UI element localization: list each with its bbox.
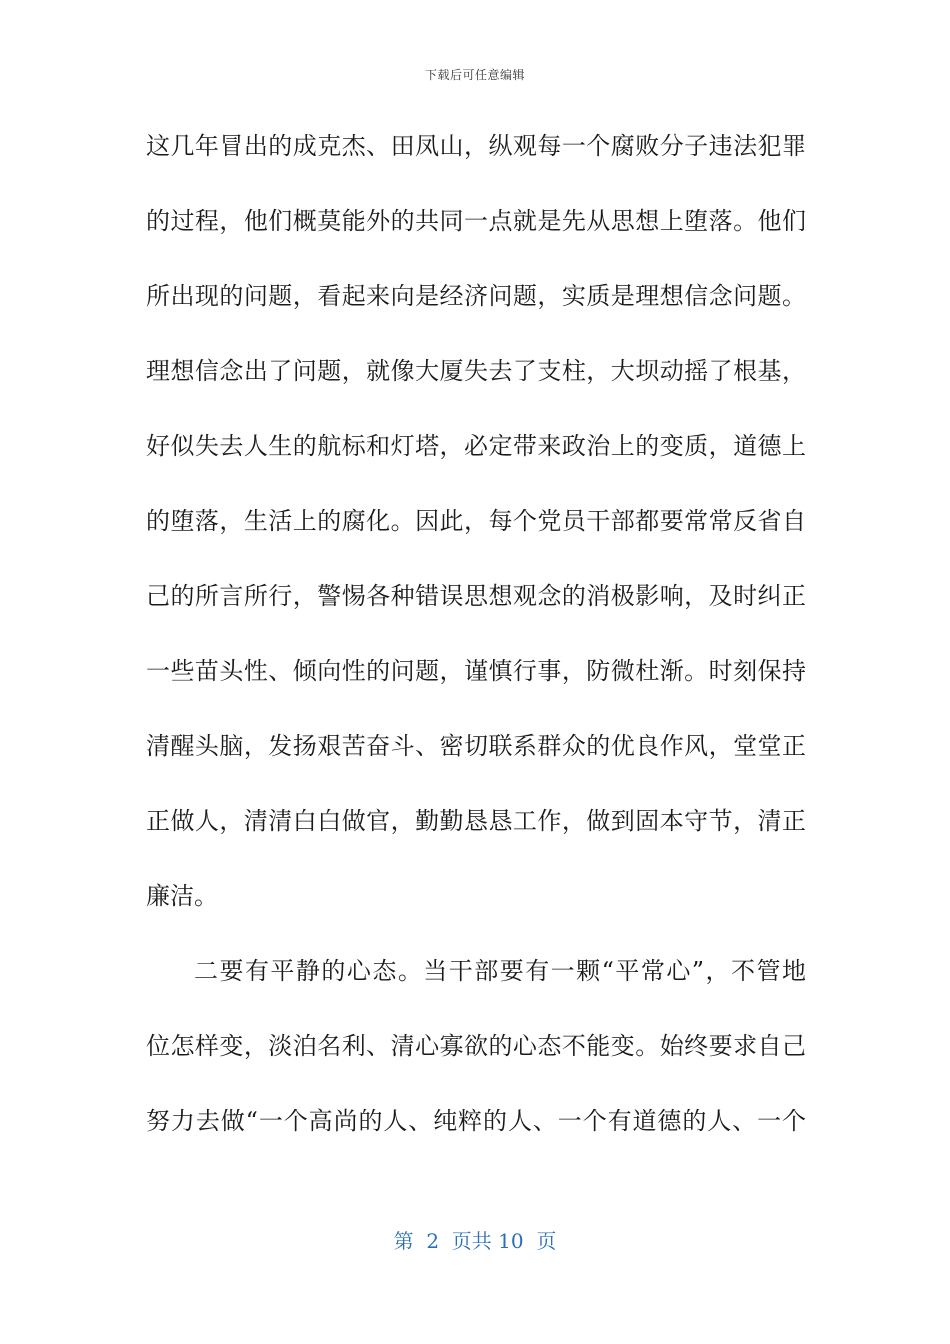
text-line: 好似失去人生的航标和灯塔，必定带来政治上的变质，道德上: [146, 432, 806, 460]
text-line: 的堕落，生活上的腐化。因此，每个党员干部都要常常反省自: [146, 507, 806, 535]
text-line: 正做人，清清白白做官，勤勤恳恳工作，做到固本守节，清正: [146, 807, 806, 835]
text-line: 努力去做“一个高尚的人、纯粹的人、一个有道德的人、一个: [146, 1107, 806, 1135]
text-line: 位怎样变，淡泊名利、清心寡欲的心态不能变。始终要求自己: [146, 1032, 806, 1060]
page-number: 第 2 页共 10 页: [393, 1229, 557, 1253]
header-note: 下载后可任意编辑: [424, 68, 525, 82]
text-line: 所出现的问题，看起来向是经济问题，实质是理想信念问题。: [146, 282, 806, 310]
text-line: 的过程，他们概莫能外的共同一点就是先从思想上堕落。他们: [146, 207, 806, 235]
text-line: 理想信念出了问题，就像大厦失去了支柱，大坝动摇了根基，: [146, 357, 806, 385]
text-line: 己的所言所行，警惕各种错误思想观念的消极影响，及时纠正: [146, 582, 806, 610]
paragraph-first-line: 二要有平静的心态。当干部要有一颗“平常心”，不管地: [194, 957, 806, 985]
text-line: 一些苗头性、倾向性的问题，谨慎行事，防微杜渐。时刻保持: [146, 657, 806, 685]
document-body: [146, 124, 806, 1174]
text-line: 清醒头脑，发扬艰苦奋斗、密切联系群众的优良作风，堂堂正: [146, 732, 806, 760]
text-line: 廉洁。: [146, 882, 218, 910]
text-line: 这几年冒出的成克杰、田凤山，纵观每一个腐败分子违法犯罪: [146, 132, 806, 160]
